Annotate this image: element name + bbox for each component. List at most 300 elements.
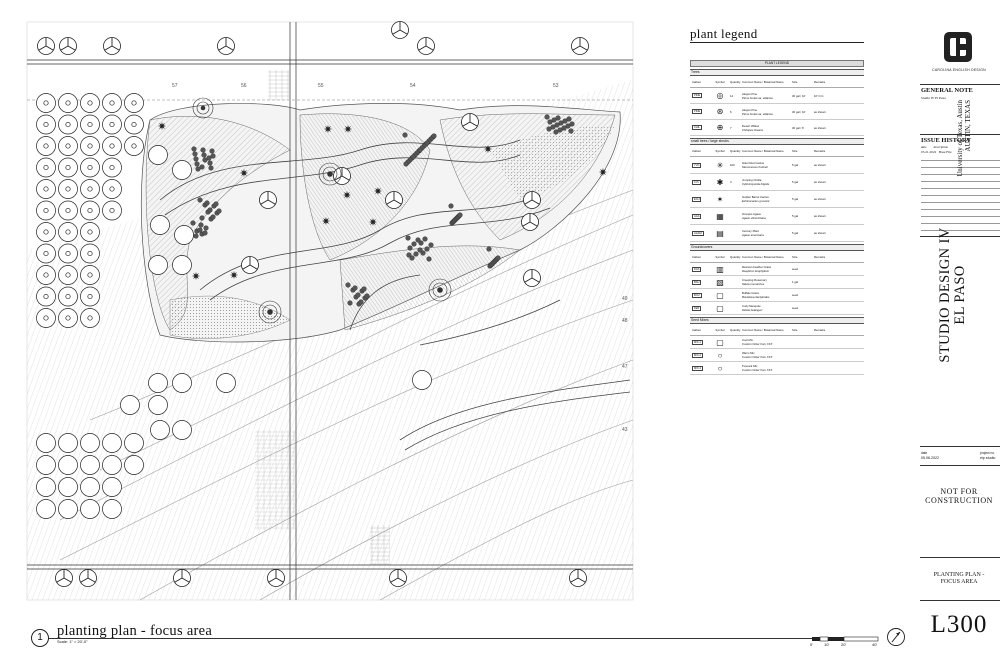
contour-label: 49 [622,296,628,302]
shrub-symbol [194,157,199,162]
tree-symbol [37,434,56,453]
tree-symbol [173,256,192,275]
tree-trunk [110,165,114,169]
shrub-symbol [425,141,430,146]
tree-trunk [110,101,114,105]
legend-column-header: Symbol [715,148,725,153]
shrub-symbol [203,158,208,163]
legend-table-title: PLANT LEGEND [690,60,864,67]
plant-size: 5 gal [792,180,799,184]
sheet-number: L300 [930,611,988,638]
shrub-symbol [407,253,412,258]
shrub-symbol [406,236,411,241]
shrub-symbol [204,226,209,231]
plant-quantity: 4 [730,180,732,184]
plant-code: AGA [694,214,700,218]
shrub-symbol [418,248,423,253]
plant-symbol-icon: ▢ [716,290,724,300]
plant-quantity: 6 [730,109,732,114]
plant-symbol-icon: ⊕ [716,123,724,132]
firm-logo-icon [940,30,976,64]
tree-symbol [125,434,144,453]
graphic-scale-bar [810,632,882,648]
shrub-symbol [210,149,215,154]
contour-label: 43 [622,427,628,433]
tree-symbol [81,478,100,497]
shrub-symbol [496,256,501,261]
plant-common-name: Golden Barrel Cactus [742,195,769,199]
tree-trunk [44,101,48,105]
plant-code: MIX-2 [694,353,701,357]
tree-symbol [59,500,78,519]
tree-symbol [173,374,192,393]
shrub-symbol [547,127,552,132]
plant-symbol-icon: ✳ [716,160,724,170]
shrub-symbol [211,154,216,159]
legend-column-header: Callout [692,327,701,332]
plant-botanical-name: Dasylirion leiophyllum [742,269,770,273]
shrub-symbol [432,134,437,139]
tree-trunk [88,144,92,148]
shrub-symbol [199,223,204,228]
tree-trunk [110,208,114,212]
cactus-icon: ✷ [323,124,333,136]
shrub-symbol [198,198,203,203]
tree-symbol [149,146,168,165]
plant-common-name: Cool Mix [742,338,753,342]
legend-row [690,157,864,174]
tree-symbol [59,456,78,475]
shrub-symbol [217,209,222,214]
legend-column-header: Common Name / Botanical Name [742,254,784,259]
legend-column-header: Remarks [814,327,826,332]
street-tree-icon [418,38,435,55]
issue-history-columns [921,145,948,149]
legend-column-header: Callout [692,254,701,259]
shrub-symbol [569,129,574,134]
tree-trunk [66,122,70,126]
legend-column-headers [690,145,864,157]
plant-size: 5 gal [792,214,799,218]
shrub-symbol [449,204,454,209]
tree-trunk [88,187,92,191]
street-tree-icon [390,570,407,587]
plant-code: CYL [694,180,700,184]
legend-column-header: Size [792,327,798,332]
cactus-icon: ✷ [157,121,167,133]
tree-symbol [37,500,56,519]
cactus-icon: ✷ [483,144,493,156]
tree-trunk [132,144,136,148]
plant-size: seed [792,293,799,297]
tree-trunk [66,187,70,191]
plant-common-name: Warm Mix [742,351,755,355]
cactus-icon: ✷ [239,168,249,180]
street-tree-icon [462,114,479,131]
divider [920,557,1000,558]
tree-trunk [66,230,70,234]
shrub-symbol [192,147,197,152]
plant-code: PINE [694,94,701,97]
street-tree-icon [80,570,97,587]
legend-row [690,263,864,276]
plant-size: seed [792,267,799,271]
plant-remarks: as shown [814,231,826,235]
plant-symbol-icon: ▥ [716,264,724,274]
tree-symbol [103,434,122,453]
plant-legend [690,26,865,406]
shrub-symbol [359,300,364,305]
tree-symbol [217,374,236,393]
legend-divider [690,42,864,43]
shrub-symbol [201,148,206,153]
drawing-title: planting plan - focus area [57,623,213,639]
plant-common-name: Tussock Mix [742,364,758,368]
shrub-symbol [403,133,408,138]
shrub-symbol [196,167,201,172]
issue-col-date: date [921,145,927,149]
plant-symbol-icon: ✶ [716,194,724,204]
tree-trunk [44,208,48,212]
street-tree-icon [392,22,409,39]
tree-symbol [173,161,192,180]
plant-botanical-name: Hilaria belangeri [742,308,763,312]
issue-date: 05.21.2022 [921,150,937,154]
divider [920,600,1000,601]
plant-code: CHIL [694,126,700,129]
tree-trunk [110,122,114,126]
tree-symbol [59,478,78,497]
tree-trunk [88,273,92,277]
legend-row [690,104,864,120]
drawing-scale: Scale: 1" = 20'-0" [57,639,88,644]
legend-column-header: Symbol [715,79,725,84]
plant-common-name: Aleppo Pine [742,91,758,96]
tree-symbol [121,396,140,415]
street-tree-icon [104,38,121,55]
shrub-symbol [194,234,199,239]
tree-symbol [149,396,168,415]
tree-trunk [44,273,48,277]
legend-column-header: Remarks [814,148,826,153]
sheet-name [918,572,1000,586]
plant-botanical-name: Custom Order from XXX [742,368,773,372]
tree-trunk [44,187,48,191]
legend-row [690,362,864,375]
legend-column-header: Callout [692,79,701,84]
tree-trunk [66,144,70,148]
plant-size: 30 gal / 6' [792,125,805,130]
legend-row [690,276,864,289]
divider [920,446,1000,447]
legend-column-header: Size [792,79,798,84]
legend-row [690,174,864,191]
tree-trunk [88,251,92,255]
cactus-icon: ✷ [598,167,608,179]
tree-symbol [149,374,168,393]
shrub-symbol [346,283,351,288]
shrub-symbol [425,247,430,252]
plant-botanical-name: Stenocereus thurberi [742,165,768,169]
shrub-symbol [208,161,213,166]
shrub-symbol [429,243,434,248]
cactus-icon: ✷ [373,186,383,198]
tree-symbol [151,421,170,440]
legend-column-header: Symbol [715,254,725,259]
plant-symbol-icon: ▢ [716,337,724,347]
tree-symbol [59,434,78,453]
issue-history-heading: ISSUE HISTORY [921,137,972,144]
legend-column-header: Size [792,148,798,153]
tree-symbol [103,456,122,475]
contour-label: 57 [172,83,178,89]
cactus-icon: ✷ [343,124,353,136]
tree-trunk [66,208,70,212]
tree-trunk [44,294,48,298]
shrub-symbol [404,162,409,167]
cactus-icon: ✷ [229,270,239,282]
plant-code: FER [694,306,700,310]
plant-remarks: as shown [814,163,826,167]
shrub-symbol [545,115,550,120]
tree-trunk [44,316,48,320]
legend-section-title: Seed Mixes [690,317,864,324]
street-tree-icon [522,214,539,231]
plant-botanical-name: Agave vilmoriniana [742,216,766,220]
plant-quantity: 7 [730,125,732,130]
legend-section-title: Trees [690,69,864,76]
plant-common-name: Desert Willow [742,123,760,128]
plant-symbol-icon: ▢ [716,303,724,313]
legend-row [690,336,864,349]
shrub-symbol [202,153,207,158]
shrub-symbol [365,294,370,299]
legend-column-header: Quantity [730,148,741,153]
university-block [956,100,996,250]
street-tree-icon [268,570,285,587]
shrub-symbol [411,155,416,160]
street-tree-icon [242,257,259,274]
plant-size: 5 gal [792,231,799,235]
plant-size: 1 gal [792,280,799,284]
legend-column-header: Remarks [814,254,826,259]
scale-label: 20' [841,642,847,647]
legend-column-header: Size [792,254,798,259]
tree-symbol [175,226,194,245]
shrub-symbol [487,247,492,252]
plant-common-name: Giant Red Cactus [742,161,765,165]
date-label: date [921,451,928,455]
title-block [918,0,1000,666]
street-tree-icon [524,270,541,287]
firm-name: CAROLINA ENGLISH DESIGN [932,68,986,72]
tree-trunk [88,165,92,169]
plant-common-name: Creeping Rosemary [742,278,767,282]
plant-remarks: as shown [814,214,826,218]
shrub-symbol [198,228,203,233]
tree-symbol [103,478,122,497]
divider [920,465,1000,466]
tree-symbol [37,478,56,497]
plant-botanical-name: Bouteloua dactyloides [742,295,770,299]
legend-column-headers [690,251,864,263]
shrub-symbol [353,286,358,291]
plant-common-name: Mexican Feather Grass [742,265,772,269]
tree-trunk [44,165,48,169]
scale-label: 10' [824,642,830,647]
plant-symbol-icon: ⊛ [716,107,724,116]
plant-botanical-name: Echinocactus grusonii [742,199,770,203]
plant-symbol-icon: ✱ [716,177,724,187]
plant-botanical-name: Pinus brutia var. eldarica [742,111,773,116]
tree-trunk [88,294,92,298]
plant-botanical-name: Pinus brutia var. eldarica [742,95,773,100]
scale-label: 40' [872,642,878,647]
shrub-symbol [191,221,196,226]
tree-trunk [88,122,92,126]
contour-label: 56 [241,83,247,89]
legend-column-header: Quantity [730,254,741,259]
tree-trunk [66,165,70,169]
sheet-name-line-2: FOCUS AREA [940,579,978,585]
tree-trunk [66,316,70,320]
tree-symbol [125,456,144,475]
tree-trunk [66,251,70,255]
shrub-symbol [362,287,367,292]
legend-column-header: Callout [692,148,701,153]
shrub-symbol [414,252,419,257]
shrub-symbol [554,130,559,135]
tree-symbol [413,371,432,390]
cactus-icon: ✷ [191,271,201,283]
street-tree-icon [524,192,541,209]
contour-label: 54 [410,83,416,89]
plant-quantity: 14 [730,93,734,98]
plant-size: 5 gal [792,197,799,201]
plant-common-name: Jumping Cholla [742,178,762,182]
general-note-text: Studio IV El Paso [921,96,946,100]
legend-column-headers [690,76,864,88]
plant-code: BOU [694,293,700,297]
street-tree-icon [60,38,77,55]
street-tree-icon [38,38,55,55]
issue-row [921,150,952,154]
shrub-symbol [356,293,361,298]
legend-row [690,289,864,302]
plant-code: PINE [694,110,701,113]
legend-section-title: small trees / large shrubs [690,138,864,145]
plant-common-name: Century Plant [742,229,759,233]
shrub-symbol [208,208,213,213]
legend-row [690,208,864,225]
plant-botanical-name: Salvia rosmarinus [742,282,765,286]
legend-row [690,191,864,208]
street-tree-icon [386,192,403,209]
street-tree-icon [572,38,589,55]
cactus-icon: ✷ [368,217,378,229]
tree-symbol [103,500,122,519]
tree-trunk [88,101,92,105]
plant-symbol-icon: ▧ [716,277,724,287]
plant-common-name: Buffalo Grass [742,291,759,295]
plant-remarks: as shown [814,109,826,114]
plant-size: seed [792,306,799,310]
legend-column-header: Quantity [730,79,741,84]
tree-trunk [88,316,92,320]
plant-code: ECH [694,197,700,201]
tree-trunk [110,144,114,148]
legend-column-header: Common Name / Botanical Name [742,79,784,84]
tree-symbol [81,500,100,519]
plant-code: MIX-3 [694,366,701,370]
plant-symbol-icon: ▤ [716,228,724,238]
plant-symbol-icon: ○ [717,363,723,373]
project-number-label: project no. [980,451,995,455]
tree-trunk [44,122,48,126]
legend-row [690,120,864,136]
tree-symbol [37,456,56,475]
tree-trunk [132,101,136,105]
legend-column-header: Quantity [730,327,741,332]
shrub-symbol [205,201,210,206]
plant-size: 30 gal / 10' [792,93,806,98]
tree-trunk [66,294,70,298]
plant-symbol-icon: ▦ [716,211,724,221]
plant-botanical-name: Agave americana [742,233,764,237]
shrub-symbol [200,216,205,221]
shrub-symbol [548,120,553,125]
tree-symbol [81,456,100,475]
plant-common-name: Aleppo Pine [742,107,758,112]
shrub-symbol [209,166,214,171]
legend-column-header: Remarks [814,79,826,84]
plant-code: MIX-1 [694,340,701,344]
plant-botanical-name: Custom Order from XXX [742,355,773,359]
shrub-symbol [211,215,216,220]
shrub-symbol [408,246,413,251]
sheet-name-line-1: PLANTING PLAN - [933,572,985,578]
legend-title: plant legend [690,26,758,41]
plant-remarks: as shown [814,180,826,184]
street-tree-icon [218,38,235,55]
general-note-heading: GENERAL NOTE [921,87,973,94]
plant-code: AGAM [694,231,702,235]
contour-label: 53 [553,83,559,89]
plant-symbol-icon: ○ [717,350,723,360]
tree-symbol [173,421,192,440]
shrub-symbol [423,237,428,242]
tree-trunk [88,230,92,234]
tree-trunk [88,208,92,212]
issue-col-description: description [933,145,949,149]
issue-description: Base File [938,150,952,154]
contour-label: 55 [318,83,324,89]
legend-column-headers [690,324,864,336]
university-location: AUSTIN, TEXAS [964,100,972,152]
plant-code: BAH [694,280,700,284]
legend-row [690,349,864,362]
legend-table [690,60,864,375]
plant-remarks: 10' O.C. [814,93,825,98]
tree-trunk [66,101,70,105]
date-value: 05.06.2022 [921,456,939,460]
legend-column-header: Symbol [715,327,725,332]
plant-botanical-name: Chilopsis linearis [742,127,763,132]
university-name: University of Texas, Austin [956,100,964,177]
plant-common-name: Curly Mesquite [742,304,761,308]
legend-row [690,302,864,315]
contour-label: 47 [622,364,628,370]
